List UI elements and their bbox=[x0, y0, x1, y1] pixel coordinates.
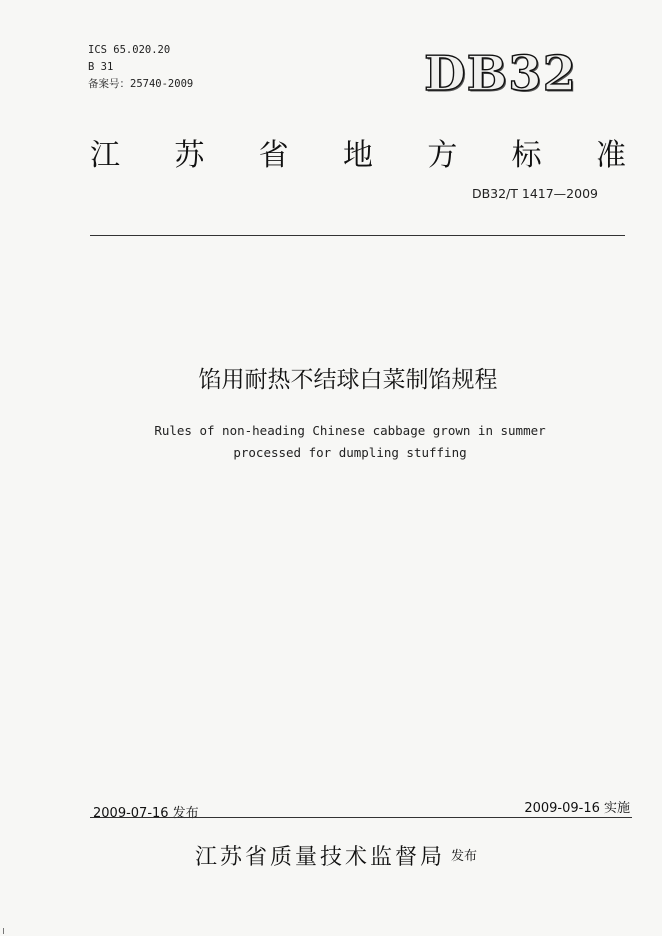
document-title-zh: 馅用耐热不结球白菜制馅规程 bbox=[198, 367, 498, 393]
standard-type-char: 江 bbox=[90, 138, 120, 173]
standard-type-char: 地 bbox=[342, 138, 373, 173]
classification-code: B 31 bbox=[88, 61, 114, 73]
effective-date: 2009-09-16 实施 bbox=[524, 801, 630, 816]
scan-mark bbox=[3, 928, 4, 934]
issuer-suffix: 发布 bbox=[451, 849, 478, 864]
ics-code: ICS 65.020.20 bbox=[88, 44, 171, 56]
document-title-en bbox=[0, 420, 662, 464]
filing-number: 备案号：25740-2009 bbox=[88, 78, 194, 90]
bottom-divider bbox=[90, 817, 632, 818]
standard-type-char: 方 bbox=[427, 138, 458, 173]
title-en-line-1: Rules of non-heading Chinese cabbage grown in summer bbox=[154, 423, 546, 438]
top-divider bbox=[90, 235, 625, 236]
standard-type-char: 标 bbox=[511, 138, 542, 173]
classification-block bbox=[88, 42, 193, 93]
standard-number: DB32/T 1417—2009 bbox=[471, 186, 598, 201]
db32-logo: DB32 bbox=[424, 46, 577, 102]
issuer-name: 江苏省质量技术监督局 bbox=[195, 845, 446, 870]
standard-type-char: 苏 bbox=[174, 138, 205, 173]
standard-type-char: 省 bbox=[258, 138, 289, 173]
publish-date: 2009-07-16 发布 bbox=[93, 806, 199, 821]
title-en-line-2: processed for dumpling stuffing bbox=[233, 445, 467, 460]
standard-type-heading bbox=[90, 130, 626, 174]
standard-type-char: 准 bbox=[595, 138, 626, 173]
issuer-line bbox=[195, 840, 477, 871]
